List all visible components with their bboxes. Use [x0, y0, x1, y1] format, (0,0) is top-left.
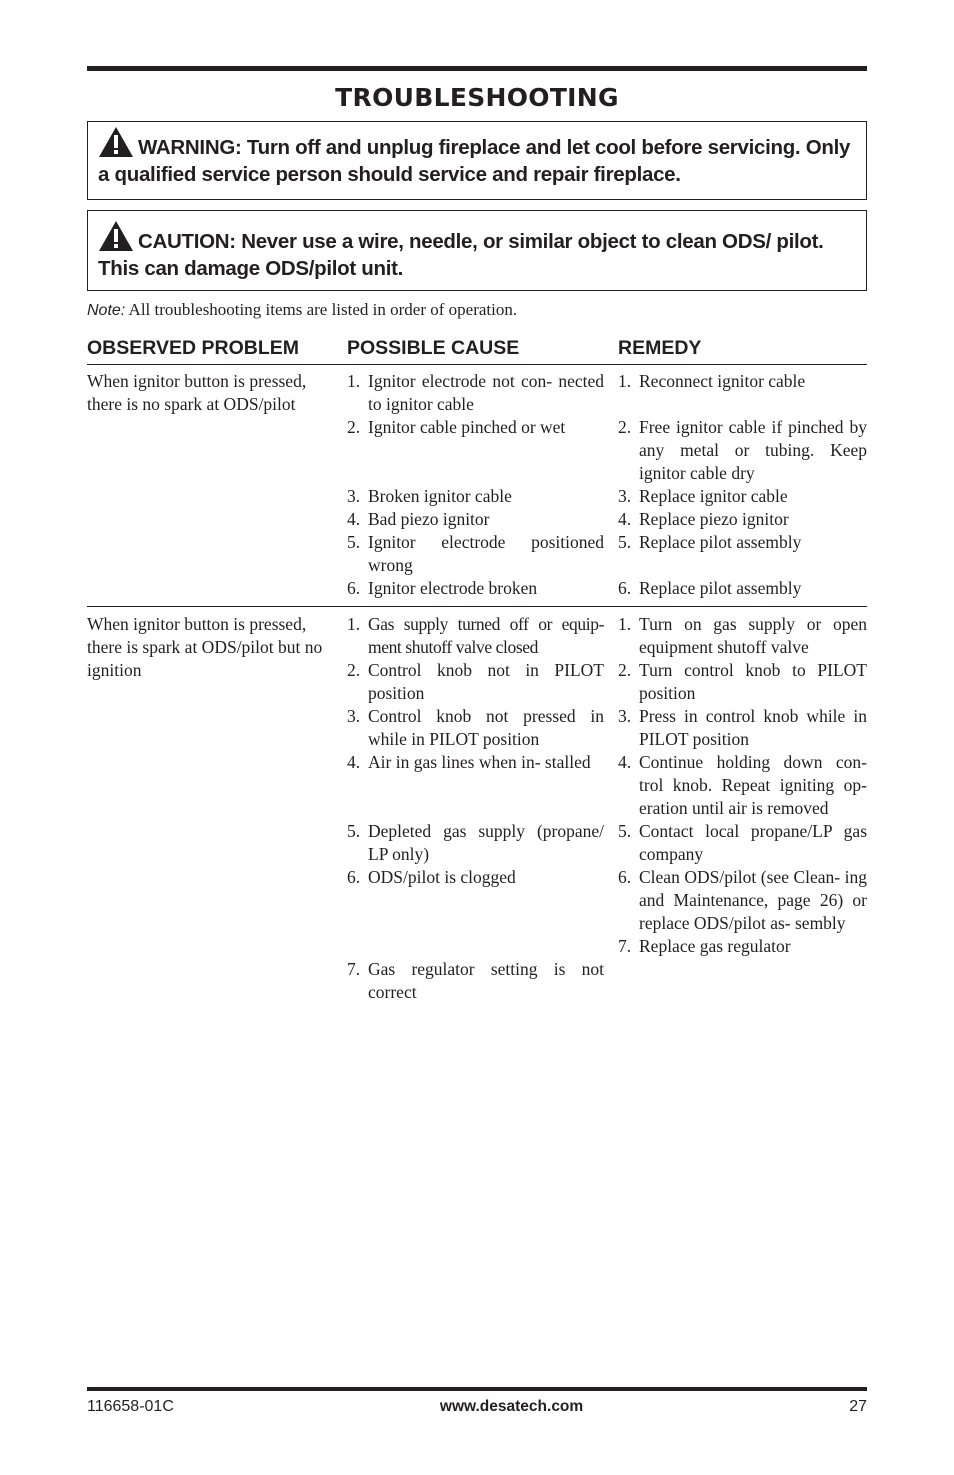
header-remedy: REMEDY — [618, 337, 702, 359]
remedy-item: 4. Replace piezo ignitor — [618, 509, 789, 529]
cause-item: 6. ODS/pilot is clogged — [347, 867, 516, 887]
cause-item: 2. Ignitor cable pinched or wet — [347, 417, 566, 437]
header-possible-cause: POSSIBLE CAUSE — [347, 337, 520, 359]
cause-item: 5. Ignitor electrode positioned wrong — [347, 532, 604, 575]
page-title: TROUBLESHOOTING — [335, 83, 619, 112]
note-label: Note: — [87, 302, 126, 319]
cause-item: 2. Control knob not in PILOT position — [347, 660, 604, 703]
note — [87, 300, 867, 321]
caution-box — [87, 210, 867, 291]
cause-list — [347, 370, 618, 606]
remedy-item: 7. Replace gas regulator — [618, 936, 791, 956]
remedy-item: 2. Free ignitor cable if pinched by any metal or tubing. Keep ignitor cable dry — [618, 417, 867, 483]
problem-section — [87, 365, 867, 607]
warning-box — [87, 121, 867, 200]
cause-item: 6. Ignitor electrode broken — [347, 578, 538, 598]
warning-text: WARNING: Turn off and unplug fireplace and let cool before servicing. Only a qualified service person should service and repair fireplace. — [98, 136, 851, 186]
remedy-item: 4. Continue holding down con- trol knob. Repeat igniting op- eration until air is removed — [618, 752, 867, 818]
page-number: 27 — [849, 1398, 867, 1415]
page-footer — [87, 1387, 867, 1417]
cause-item: 7. Gas regulator setting is not correct — [347, 959, 604, 1002]
bottom-rule — [87, 1387, 867, 1391]
observed-problem: When ignitor button is pressed, there is spark at ODS/pilot but no ignition — [87, 614, 323, 680]
table-header — [87, 336, 867, 365]
note-text: All troubleshooting items are listed in order of operation. — [125, 300, 518, 319]
remedy-item: 6. Clean ODS/pilot (see Clean- ing and Maintenance, page 26) or replace ODS/pilot as- sembly — [618, 867, 867, 933]
remedy-item: 2. Turn control knob to PILOT position — [618, 660, 867, 703]
cause-item: 4. Air in gas lines when in- stalled — [347, 752, 591, 772]
header-observed-problem: OBSERVED PROBLEM — [87, 337, 300, 359]
cause-item: 5. Depleted gas supply (propane/ LP only) — [347, 821, 604, 864]
caution-icon — [98, 220, 134, 252]
document-number: 116658-01C — [87, 1398, 174, 1415]
remedy-item: 3. Replace ignitor cable — [618, 486, 788, 506]
warning-icon — [98, 126, 134, 158]
cause-item: 3. Control knob not pressed in while in PILOT position — [347, 706, 604, 749]
remedy-item: 1. Reconnect ignitor cable — [618, 371, 806, 391]
caution-text: CAUTION: Never use a wire, needle, or similar object to clean ODS/ pilot. This can damage ODS/pilot unit. — [98, 230, 824, 280]
cause-list — [347, 613, 618, 1004]
remedy-list — [618, 613, 867, 1004]
remedy-item: 5. Contact local propane/LP gas company — [618, 821, 867, 864]
remedy-list — [618, 370, 867, 606]
top-rule — [87, 66, 867, 71]
cause-item: 1. Ignitor electrode not con- nected to ignitor cable — [347, 371, 604, 414]
cause-item: 3. Broken ignitor cable — [347, 486, 512, 506]
website-link[interactable]: www.desatech.com — [439, 1398, 584, 1415]
cause-item: 4. Bad piezo ignitor — [347, 509, 490, 529]
remedy-item: 3. Press in control knob while in PILOT position — [618, 706, 867, 749]
remedy-item: 6. Replace pilot assembly — [618, 578, 802, 598]
remedy-item: 5. Replace pilot assembly — [618, 532, 802, 552]
remedy-item: 1. Turn on gas supply or open equipment shutoff valve — [618, 614, 867, 657]
cause-item: 1. Gas supply turned off or equip- ment shutoff valve closed — [347, 614, 604, 657]
problem-section — [87, 607, 867, 1004]
troubleshooting-page — [87, 66, 867, 1004]
observed-problem: When ignitor button is pressed, there is no spark at ODS/pilot — [87, 371, 307, 414]
